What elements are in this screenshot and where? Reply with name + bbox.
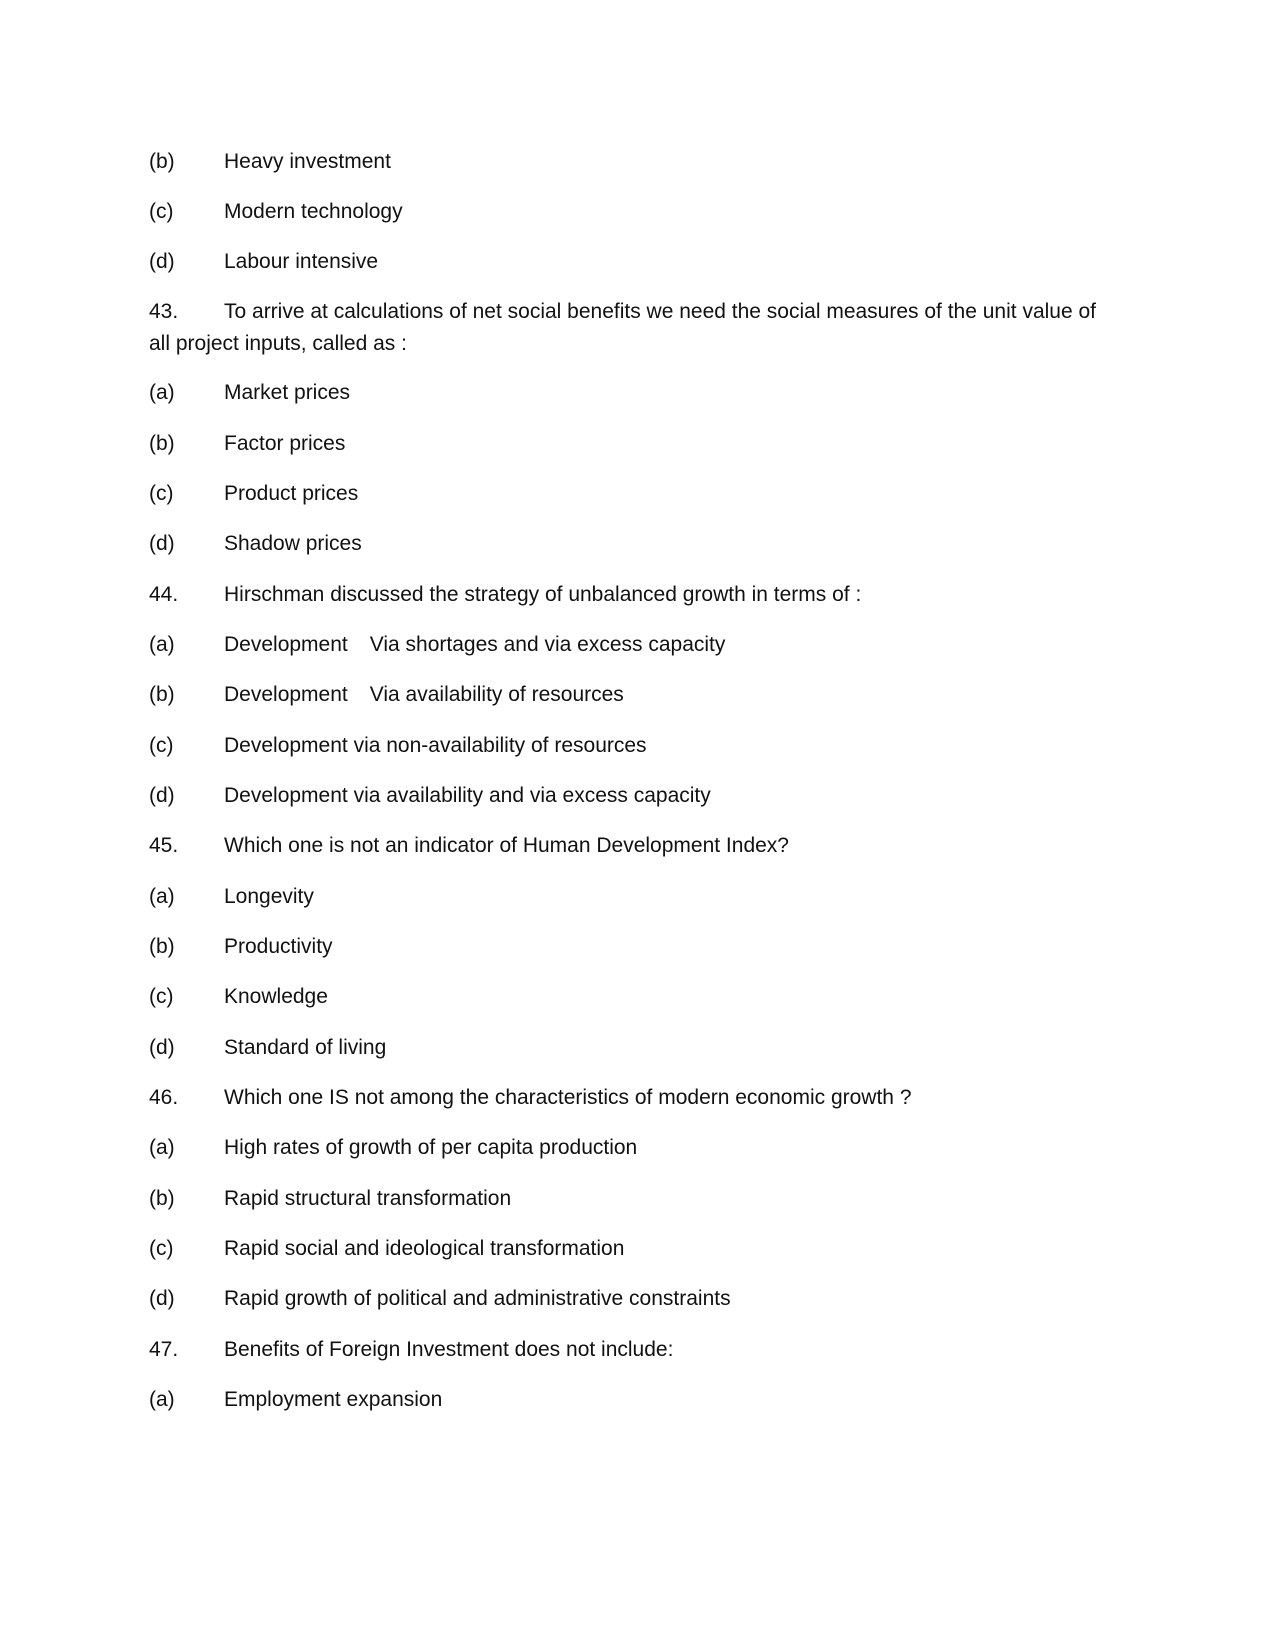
option-label: (d)	[149, 250, 175, 273]
option-text: Market prices	[224, 381, 351, 404]
option-label: (a)	[149, 1136, 175, 1159]
option-label: (c)	[149, 734, 174, 757]
option-label: (b)	[149, 683, 175, 706]
option-text: Modern technology	[224, 200, 403, 223]
question-number: 43.	[149, 300, 179, 323]
option-text	[224, 630, 725, 660]
option-label: (a)	[149, 381, 175, 404]
option-text: Standard of living	[224, 1036, 387, 1059]
option-text: Labour intensive	[224, 250, 379, 273]
option-label: (b)	[149, 1187, 175, 1210]
option-label: (c)	[149, 482, 174, 505]
option-text-part-1: Development	[224, 683, 348, 706]
option-label: (c)	[149, 1237, 174, 1260]
option-text: Rapid social and ideological transformation	[224, 1237, 625, 1260]
option-text-part-2: Via availability of resources	[369, 683, 624, 706]
option-text	[224, 680, 624, 710]
question-text-line-1: To arrive at calculations of net social benefits we need the social measures of the unit value of	[224, 300, 1096, 323]
question-text: Hirschman discussed the strategy of unbalanced growth in terms of :	[224, 583, 862, 606]
option-text: Knowledge	[224, 985, 328, 1008]
question-43	[149, 297, 1129, 361]
question-text-line-2: all project inputs, called as :	[149, 332, 407, 355]
option-text: Productivity	[224, 935, 333, 958]
option-text: Product prices	[224, 482, 359, 505]
option-text: High rates of growth of per capita production	[224, 1136, 638, 1159]
option-text-part-1: Development	[224, 633, 348, 656]
option-text: Longevity	[224, 885, 314, 908]
option-label: (d)	[149, 784, 175, 807]
option-label: (b)	[149, 150, 175, 173]
option-text: Heavy investment	[224, 150, 391, 173]
option-label: (d)	[149, 1036, 175, 1059]
option-label: (c)	[149, 985, 174, 1008]
option-label: (a)	[149, 885, 175, 908]
question-number: 47.	[149, 1338, 179, 1361]
question-number: 45.	[149, 834, 179, 857]
option-label: (d)	[149, 532, 175, 555]
question-text: Which one IS not among the characteristics of modern economic growth ?	[224, 1086, 912, 1109]
option-text-part-2: Via shortages and via excess capacity	[369, 633, 726, 656]
option-label: (c)	[149, 200, 174, 223]
option-label: (b)	[149, 432, 175, 455]
option-text: Rapid structural transformation	[224, 1187, 512, 1210]
option-label: (a)	[149, 633, 175, 656]
question-text: Benefits of Foreign Investment does not include:	[224, 1338, 674, 1361]
option-text: Employment expansion	[224, 1388, 443, 1411]
option-text: Development via non-availability of resources	[224, 734, 647, 757]
option-label: (a)	[149, 1388, 175, 1411]
question-number: 44.	[149, 583, 179, 606]
option-text: Development via availability and via excess capacity	[224, 784, 711, 807]
option-text: Rapid growth of political and administrative constraints	[224, 1287, 731, 1310]
option-label: (d)	[149, 1287, 175, 1310]
option-label: (b)	[149, 935, 175, 958]
option-text: Factor prices	[224, 432, 346, 455]
question-number: 46.	[149, 1086, 179, 1109]
question-text: Which one is not an indicator of Human Development Index?	[224, 834, 789, 857]
option-text: Shadow prices	[224, 532, 362, 555]
